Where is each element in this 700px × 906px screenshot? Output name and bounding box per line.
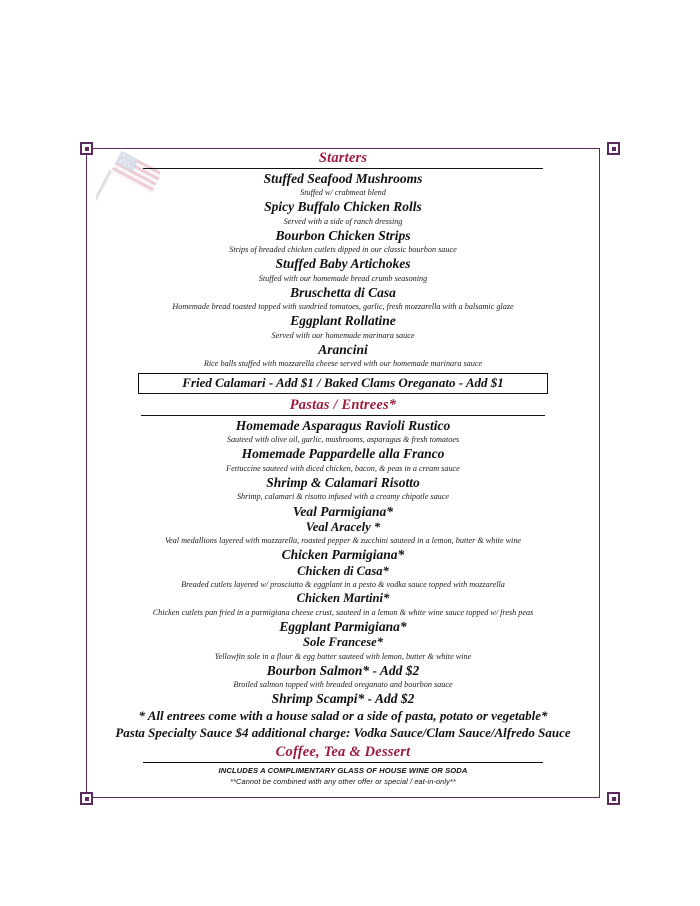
menu-item-description: Rice balls stuffed with mozzarella cheese served with our homemade marinara sauce <box>203 359 483 369</box>
menu-item-description: Homemade bread toasted topped with sundried tomatoes, garlic, fresh mozzarella with a balsamic glaze <box>172 302 514 312</box>
corner-ornament-bottom-right <box>607 792 620 805</box>
boxed-addon-text: Fried Calamari - Add $1 / Baked Clams Oreganato - Add $1 <box>182 375 504 391</box>
menu-item-description: Fettuccine sauteed with diced chicken, bacon, & peas in a cream sauce <box>226 463 460 473</box>
menu-item-name: Sole Francese* <box>302 635 384 650</box>
menu-item-name: Eggplant Rollatine <box>290 313 396 329</box>
menu-item-description: Stuffed w/ crabmeat blend <box>300 188 386 198</box>
menu-item-name: Shrimp & Calamari Risotto <box>266 474 420 490</box>
menu-item-description: Stuffed with our homemade bread crumb seasoning <box>258 273 428 283</box>
menu-item-name: Homemade Asparagus Ravioli Rustico <box>235 417 451 433</box>
section-rule-starters <box>143 168 543 169</box>
menu-item-name: Stuffed Baby Artichokes <box>275 256 411 272</box>
menu-item-description: Veal medallions layered with mozzarella, roasted pepper & zucchini sauteed in a lemon, butter & white wine <box>164 536 522 546</box>
section-rule-coffee-tea-dessert <box>143 762 543 763</box>
corner-ornament-top-right <box>607 142 620 155</box>
menu-item-description: Broiled salmon topped with breaded oreganato and bourbon sauce <box>233 680 453 690</box>
entrees-note-sides: * All entrees come with a house salad or a side of pasta, potato or vegetable* <box>138 707 548 723</box>
menu-item-description: Chicken cutlets pan fried in a parmigiana cheese crust, sauteed in a lemon & white wine sauce topped w/ fresh peas <box>152 607 534 617</box>
menu-item-name: Bourbon Salmon* - Add $2 <box>266 662 420 678</box>
menu-item-name: Chicken di Casa* <box>297 563 389 578</box>
menu-item-name: Chicken Martini* <box>296 591 390 606</box>
menu-item-description: Strips of breaded chicken cutlets dipped in our classic bourbon sauce <box>229 245 457 255</box>
menu-item-name: Veal Parmigiana* <box>292 503 394 519</box>
section-heading-starters: Starters <box>318 150 368 166</box>
menu-item-description: Shrimp, calamari & risotto infused with a creamy chipotle sauce <box>236 492 450 502</box>
menu-item-name: Arancini <box>318 341 368 357</box>
menu-item-name: Bourbon Chicken Strips <box>275 227 411 243</box>
menu-item-name: Shrimp Scampi* - Add $2 <box>271 691 415 707</box>
menu-item-description: Yellowfin sole in a flour & egg batter sauteed with lemon, butter & white wine <box>214 651 472 661</box>
menu-item-description: Sauteed with olive oil, garlic, mushrooms, asparagus & fresh tomatoes <box>226 435 460 445</box>
boxed-addon-starters <box>138 373 548 394</box>
menu-content <box>90 150 596 788</box>
menu-item-name: Spicy Buffalo Chicken Rolls <box>264 199 422 215</box>
footer-restriction-note: **Cannot be combined with any other offer or special / eat-in-only** <box>230 777 456 787</box>
menu-item-description: Served with a side of ranch dressing <box>283 216 403 226</box>
menu-item-name: Eggplant Parmigiana* <box>279 618 407 634</box>
menu-item-name: Bruschetta di Casa <box>290 284 396 300</box>
section-heading-coffee-tea-dessert: Coffee, Tea & Dessert <box>275 744 411 761</box>
menu-item-name: Homemade Pappardelle alla Franco <box>241 446 445 462</box>
corner-ornament-bottom-left <box>80 792 93 805</box>
menu-item-description: Breaded cutlets layered w/ prosciutto & eggplant in a pesto & vodka sauce topped with mozzarella <box>181 580 505 590</box>
menu-item-name: Veal Aracely * <box>305 519 381 534</box>
footer-complimentary-note: INCLUDES A COMPLIMENTARY GLASS OF HOUSE WINE OR SODA <box>218 766 468 776</box>
section-heading-pastas-entrees: Pastas / Entrees* <box>289 397 397 414</box>
menu-item-name: Stuffed Seafood Mushrooms <box>263 170 423 186</box>
menu-item-description: Served with our homemade marinara sauce <box>271 330 415 340</box>
menu-item-name: Chicken Parmigiana* <box>281 547 405 563</box>
entrees-note-specialty-sauce: Pasta Specialty Sauce $4 additional charge: Vodka Sauce/Clam Sauce/Alfredo Sauce <box>115 724 571 740</box>
section-rule-pastas-entrees <box>141 415 545 416</box>
